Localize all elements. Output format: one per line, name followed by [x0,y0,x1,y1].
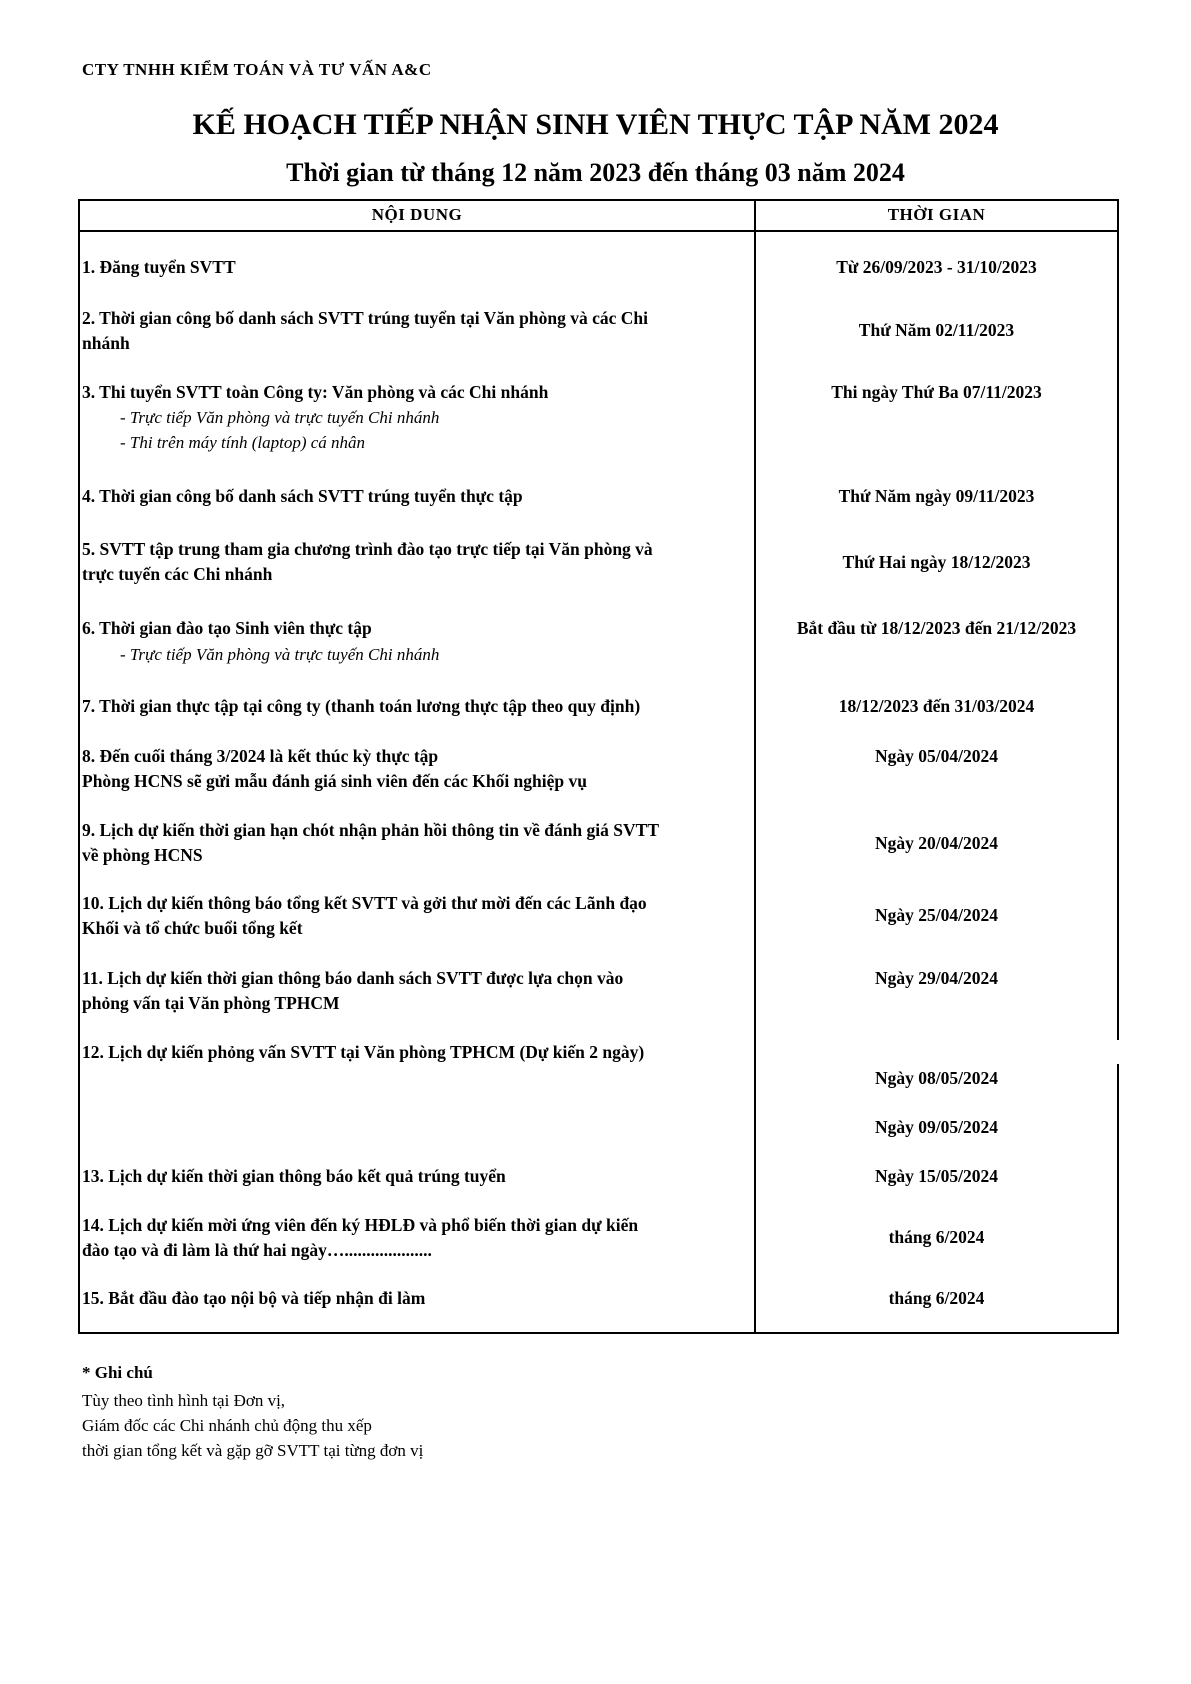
row-12-content: 12. Lịch dự kiến phỏng vấn SVTT tại Văn phòng TPHCM (Dự kiến 2 ngày) [82,1042,645,1062]
row-6-content: 6. Thời gian đào tạo Sinh viên thực tập [82,618,372,638]
row-15-content: 15. Bắt đầu đào tạo nội bộ và tiếp nhận đi làm [82,1288,426,1308]
notes-heading: * Ghi chú [82,1363,153,1382]
row-9-content: 9. Lịch dự kiến thời gian hạn chót nhận phản hồi thông tin về đánh giá SVTT về phòng HCNS [82,820,659,865]
row-4-content: 4. Thời gian công bố danh sách SVTT trúng tuyển thực tập [82,486,523,506]
row-7-content: 7. Thời gian thực tập tại công ty (thanh toán lương thực tập theo quy định) [82,696,641,716]
company-name: CTY TNHH KIỂM TOÁN VÀ TƯ VẤN A&C [82,60,432,79]
row-14-time: tháng 6/2024 [888,1227,985,1247]
row-6-sub-1: - Trực tiếp Văn phòng và trực tuyến Chi nhánh [120,645,440,664]
row-5-content: 5. SVTT tập trung tham gia chương trình đào tạo trực tiếp tại Văn phòng và trực tuyến các Chi nhánh [82,539,653,584]
row-6-time: Bắt đầu từ 18/12/2023 đến 21/12/2023 [796,618,1077,638]
row-3-time: Thi ngày Thứ Ba 07/11/2023 [831,382,1042,402]
row-13-content: 13. Lịch dự kiến thời gian thông báo kết quả trúng tuyển [82,1166,506,1186]
row-1-time: Từ 26/09/2023 - 31/10/2023 [836,257,1037,277]
row-12-time-1: Ngày 08/05/2024 [875,1068,998,1088]
document-subtitle: Thời gian từ tháng 12 năm 2023 đến tháng 03 năm 2024 [286,158,905,187]
row-8-time: Ngày 05/04/2024 [875,746,998,766]
row-8-content: 8. Đến cuối tháng 3/2024 là kết thúc kỳ thực tập Phòng HCNS sẽ gửi mẫu đánh giá sinh viên đến các Khối nghiệp vụ [82,746,587,791]
row-13-time: Ngày 15/05/2024 [875,1166,998,1186]
row-2-time: Thứ Năm 02/11/2023 [858,320,1015,340]
border-gap [1117,1040,1121,1064]
row-3-sub-2: - Thi trên máy tính (laptop) cá nhân [120,433,366,452]
header-divider [78,230,1119,232]
notes-line-3: thời gian tổng kết và gặp gỡ SVTT tại từng đơn vị [82,1441,424,1460]
row-1-content: 1. Đăng tuyển SVTT [82,257,236,277]
row-9-time: Ngày 20/04/2024 [875,833,998,853]
row-7-time: 18/12/2023 đến 31/03/2024 [838,696,1035,716]
notes-line-2: Giám đốc các Chi nhánh chủ động thu xếp [82,1416,372,1435]
notes-line-1: Tùy theo tình hình tại Đơn vị, [82,1391,286,1410]
document-title: KẾ HOẠCH TIẾP NHẬN SINH VIÊN THỰC TẬP NĂM 2024 [192,108,999,141]
row-3-sub-1: - Trực tiếp Văn phòng và trực tuyến Chi nhánh [120,408,440,427]
row-11-content: 11. Lịch dự kiến thời gian thông báo danh sách SVTT được lựa chọn vào phỏng vấn tại Văn phòng TPHCM [82,968,624,1013]
row-15-time: tháng 6/2024 [888,1288,985,1308]
row-14-content: 14. Lịch dự kiến mời ứng viên đến ký HĐLĐ và phổ biến thời gian dự kiến đào tạo và đi làm là thứ hai ngày….................... [82,1215,639,1260]
row-3-content: 3. Thi tuyển SVTT toàn Công ty: Văn phòng và các Chi nhánh [82,382,549,402]
header-time: THỜI GIAN [887,205,986,224]
header-content: NỘI DUNG [371,205,463,224]
row-11-time: Ngày 29/04/2024 [875,968,998,988]
row-10-content: 10. Lịch dự kiến thông báo tổng kết SVTT và gởi thư mời đến các Lãnh đạo Khối và tổ chức buổi tổng kết [82,893,647,938]
row-5-time: Thứ Hai ngày 18/12/2023 [842,552,1031,572]
row-4-time: Thứ Năm ngày 09/11/2023 [838,486,1035,506]
row-2-content: 2. Thời gian công bố danh sách SVTT trúng tuyển tại Văn phòng và các Chi nhánh [82,308,648,353]
row-10-time: Ngày 25/04/2024 [875,905,998,925]
row-12-time-2: Ngày 09/05/2024 [875,1117,998,1137]
